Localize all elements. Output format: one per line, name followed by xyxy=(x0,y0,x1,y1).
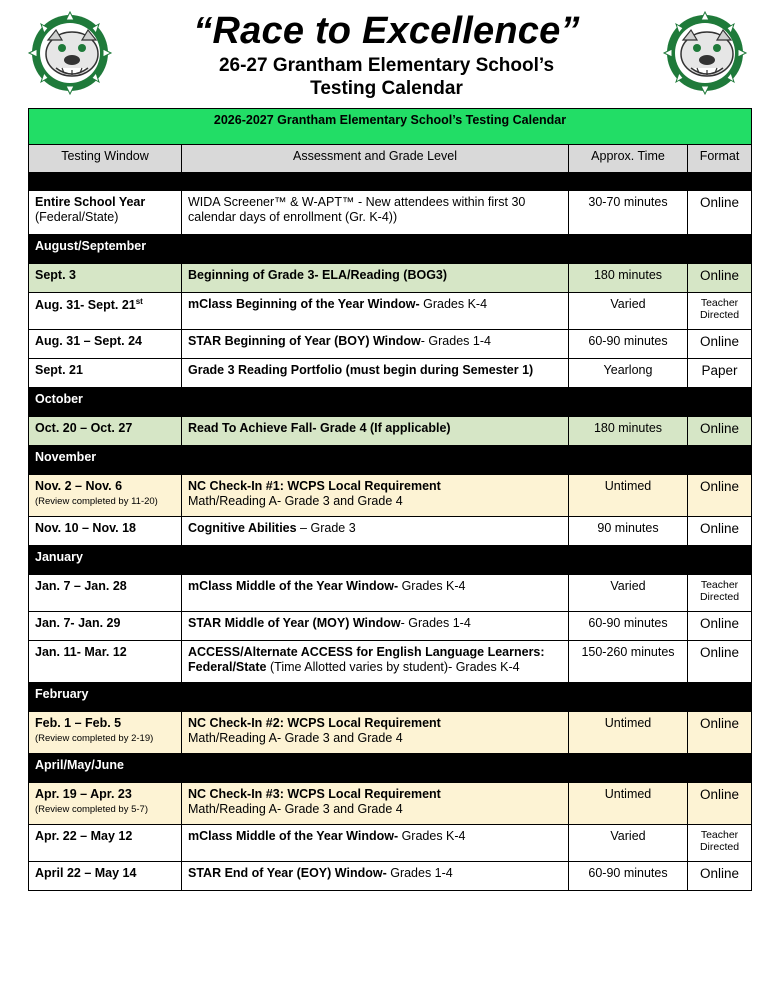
assessment-grades: Grades 1-4 xyxy=(386,866,453,880)
assessment: mClass Middle of the Year Window- xyxy=(188,829,399,843)
testing-calendar-table xyxy=(28,108,752,891)
bulldog-logo-right xyxy=(655,10,755,96)
testing-window: Feb. 1 – Feb. 5 xyxy=(35,716,122,730)
review-note: (Review completed by 2-19) xyxy=(35,733,154,744)
approx-time: Varied xyxy=(569,293,688,330)
format: Teacher Directed xyxy=(688,825,752,862)
assessment: Read To Achieve Fall- Grade 4 (If applicable) xyxy=(182,417,569,446)
approx-time: 90 minutes xyxy=(569,517,688,546)
assessment-funding: Federal/State xyxy=(188,660,267,674)
approx-time: 180 minutes xyxy=(569,417,688,446)
table-row xyxy=(29,293,752,330)
assessment: mClass Beginning of the Year Window- xyxy=(188,297,420,311)
column-header-time: Approx. Time xyxy=(569,145,688,173)
spacer-row xyxy=(29,173,752,191)
format: Online xyxy=(688,517,752,546)
section-row-february xyxy=(29,683,752,712)
assessment-grades: - Grades 1-4 xyxy=(420,334,491,348)
table-row xyxy=(29,712,752,754)
page-title: “Race to Excellence” xyxy=(193,10,580,52)
table-banner: 2026-2027 Grantham Elementary School’s Testing Calendar xyxy=(29,109,752,145)
table-row xyxy=(29,641,752,683)
approx-time: 60-90 minutes xyxy=(569,612,688,641)
section-label: April/May/June xyxy=(29,754,752,783)
page-header xyxy=(120,8,653,100)
table-row xyxy=(29,862,752,891)
assessment: mClass Middle of the Year Window- xyxy=(188,579,399,593)
assessment-grades: - Grades 1-4 xyxy=(400,616,471,630)
assessment: NC Check-In #2: WCPS Local Requirement xyxy=(188,716,441,730)
approx-time: Varied xyxy=(569,825,688,862)
testing-window: Jan. 7 – Jan. 28 xyxy=(29,575,182,612)
assessment: STAR Beginning of Year (BOY) Window xyxy=(188,334,421,348)
table-row xyxy=(29,612,752,641)
testing-window: Aug. 31 – Sept. 24 xyxy=(29,330,182,359)
approx-time: 60-90 minutes xyxy=(569,862,688,891)
table-row xyxy=(29,359,752,388)
assessment-grades: Grades K-4 xyxy=(398,829,466,843)
format: Online xyxy=(688,330,752,359)
approx-time: Varied xyxy=(569,575,688,612)
testing-window: Aug. 31- Sept. 21 xyxy=(35,298,136,313)
format: Online xyxy=(688,612,752,641)
testing-window: Apr. 19 – Apr. 23 xyxy=(35,787,132,801)
testing-window-note: (Federal/State) xyxy=(35,210,119,224)
testing-window: Jan. 7- Jan. 29 xyxy=(29,612,182,641)
column-header-row xyxy=(29,145,752,173)
assessment-grades: – Grade 3 xyxy=(296,521,356,535)
section-label: November xyxy=(29,446,752,475)
format: Paper xyxy=(688,359,752,388)
format: Online xyxy=(688,191,752,235)
approx-time: 30-70 minutes xyxy=(569,191,688,235)
testing-window: April 22 – May 14 xyxy=(29,862,182,891)
section-row-august-september xyxy=(29,235,752,264)
table-row xyxy=(29,783,752,825)
table-row xyxy=(29,330,752,359)
format: Online xyxy=(688,475,752,517)
assessment-grades: (Time Allotted varies by student)- Grades K-4 xyxy=(266,660,520,674)
section-label: August/September xyxy=(29,235,752,264)
format: Online xyxy=(688,862,752,891)
assessment: NC Check-In #1: WCPS Local Requirement xyxy=(188,479,441,493)
format: Online xyxy=(688,712,752,754)
approx-time: Yearlong xyxy=(569,359,688,388)
format: Online xyxy=(688,264,752,293)
ordinal-suffix: st xyxy=(135,297,143,306)
table-row xyxy=(29,475,752,517)
testing-window: Sept. 21 xyxy=(29,359,182,388)
assessment: WIDA Screener™ & W-APT™ - New attendees within first 30 calendar days of enrollment (Gr. K-4)) xyxy=(182,191,569,235)
column-header-format: Format xyxy=(688,145,752,173)
assessment-grades: Grades K-4 xyxy=(398,579,466,593)
column-header-assessment: Assessment and Grade Level xyxy=(182,145,569,173)
assessment: Grade 3 Reading Portfolio (must begin during Semester 1) xyxy=(182,359,569,388)
page-subtitle-line1: 26-27 Grantham Elementary School’s xyxy=(218,55,555,76)
assessment: Cognitive Abilities xyxy=(188,521,297,535)
section-row-january xyxy=(29,546,752,575)
assessment-grades: Grades K-4 xyxy=(419,297,488,311)
testing-window: Sept. 3 xyxy=(29,264,182,293)
assessment: STAR End of Year (EOY) Window- xyxy=(188,866,387,880)
assessment: STAR Middle of Year (MOY) Window xyxy=(188,616,401,630)
testing-window: Nov. 10 – Nov. 18 xyxy=(29,517,182,546)
table-banner-row xyxy=(29,109,752,145)
approx-time: 60-90 minutes xyxy=(569,330,688,359)
testing-window: Entire School Year xyxy=(35,195,146,209)
assessment-grades: Math/Reading A- Grade 3 and Grade 4 xyxy=(188,494,403,508)
approx-time: 150-260 minutes xyxy=(569,641,688,683)
section-row-april-may-june xyxy=(29,754,752,783)
assessment: Beginning of Grade 3- ELA/Reading (BOG3) xyxy=(182,264,569,293)
assessment: ACCESS/Alternate ACCESS for English Language Learners: xyxy=(188,645,545,659)
section-label: January xyxy=(29,546,752,575)
testing-window: Oct. 20 – Oct. 27 xyxy=(29,417,182,446)
approx-time: 180 minutes xyxy=(569,264,688,293)
assessment: NC Check-In #3: WCPS Local Requirement xyxy=(188,787,441,801)
table-row xyxy=(29,575,752,612)
table-row xyxy=(29,264,752,293)
assessment-grades: Math/Reading A- Grade 3 and Grade 4 xyxy=(188,731,403,745)
assessment-grades: Math/Reading A- Grade 3 and Grade 4 xyxy=(188,802,403,816)
section-label: February xyxy=(29,683,752,712)
column-header-window: Testing Window xyxy=(29,145,182,173)
approx-time: Untimed xyxy=(569,712,688,754)
format: Online xyxy=(688,417,752,446)
table-row xyxy=(29,417,752,446)
table-row xyxy=(29,825,752,862)
format: Teacher Directed xyxy=(688,293,752,330)
review-note: (Review completed by 11-20) xyxy=(35,496,158,507)
testing-window: Nov. 2 – Nov. 6 xyxy=(35,479,123,493)
testing-window: Jan. 11- Mar. 12 xyxy=(29,641,182,683)
testing-window: Apr. 22 – May 12 xyxy=(29,825,182,862)
table-row xyxy=(29,517,752,546)
bulldog-logo-left xyxy=(20,10,120,96)
section-row-november xyxy=(29,446,752,475)
approx-time: Untimed xyxy=(569,475,688,517)
section-label: October xyxy=(29,388,752,417)
format: Teacher Directed xyxy=(688,575,752,612)
section-row-october xyxy=(29,388,752,417)
review-note: (Review completed by 5-7) xyxy=(35,804,148,815)
table-row xyxy=(29,191,752,235)
page-subtitle-line2: Testing Calendar xyxy=(310,78,463,99)
format: Online xyxy=(688,783,752,825)
approx-time: Untimed xyxy=(569,783,688,825)
format: Online xyxy=(688,641,752,683)
